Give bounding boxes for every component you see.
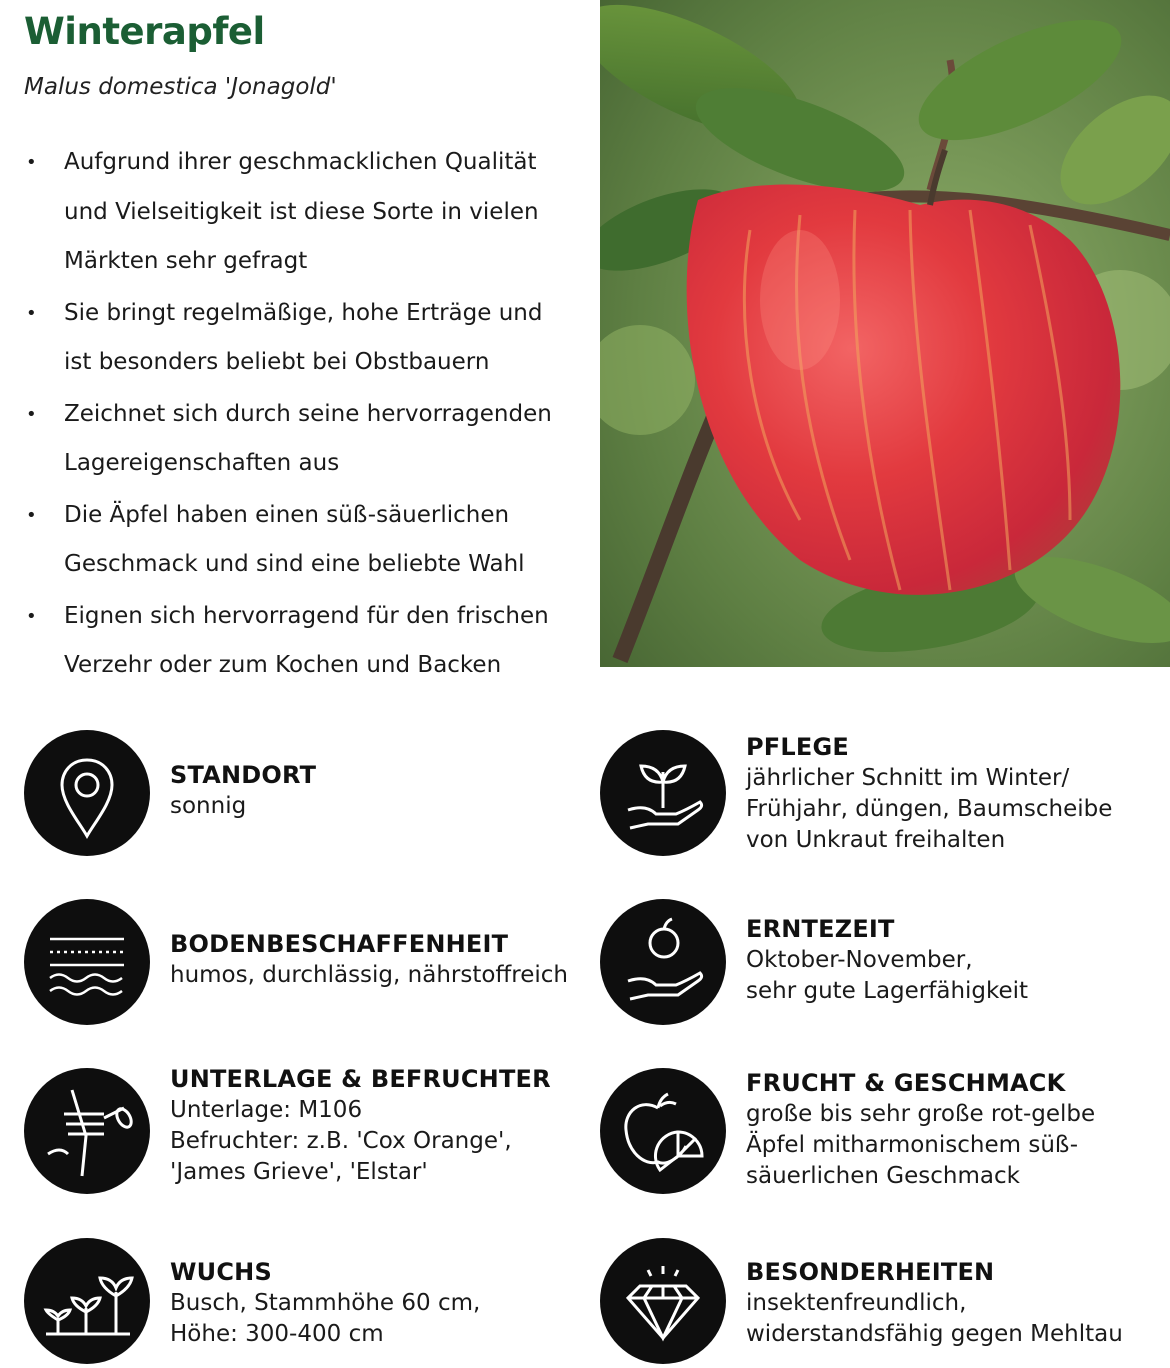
feature-erntezeit (600, 899, 1160, 1029)
bullet-item: • Eignen sich hervorragend für den frischen Verzehr oder zum Kochen und Backen (0, 592, 590, 691)
feature-title: BESONDERHEITEN (746, 1258, 995, 1286)
feature-title: FRUCHT & GESCHMACK (746, 1069, 1066, 1097)
apple-photo (600, 0, 1170, 667)
feature-text: Busch, Stammhöhe 60 cm, Höhe: 300-400 cm (170, 1290, 481, 1347)
apple-citrus-icon (600, 1068, 726, 1194)
feature-text: insektenfreundlich, widerstandsfähig gegen Mehltau (746, 1290, 1123, 1347)
location-pin-icon (24, 730, 150, 856)
feature-bodenbeschaffenheit (24, 899, 594, 1029)
bullet-item: • Sie bringt regelmäßige, hohe Erträge und ist besonders beliebt bei Obstbauern (0, 289, 590, 388)
feature-bullet-list (0, 138, 590, 693)
feature-standort (24, 730, 584, 860)
feature-besonderheiten (600, 1238, 1160, 1368)
bullet-item: • Zeichnet sich durch seine hervorragenden Lagereigenschaften aus (0, 390, 590, 489)
feature-title: BODENBESCHAFFENHEIT (170, 930, 509, 958)
hand-sprout-icon (600, 730, 726, 856)
feature-unterlage-befruchter (24, 1065, 594, 1198)
botanical-name: Malus domestica 'Jonagold' (24, 74, 337, 100)
feature-text: sonnig (170, 793, 247, 819)
apple-on-branch-image (600, 0, 1170, 667)
feature-wuchs (24, 1238, 594, 1368)
feature-title: PFLEGE (746, 733, 849, 761)
hand-fruit-icon (600, 899, 726, 1025)
bullet-item: • Aufgrund ihrer geschmacklichen Qualität und Vielseitigkeit ist diese Sorte in vielen Märkten sehr gefragt (0, 138, 590, 287)
grafting-branch-icon (24, 1068, 150, 1194)
feature-title: UNTERLAGE & BEFRUCHTER (170, 1065, 551, 1093)
soil-layers-icon (24, 899, 150, 1025)
feature-text: große bis sehr große rot-gelbe Äpfel mitharmonischem süß- säuerlichen Geschmack (746, 1101, 1096, 1189)
growing-plants-icon (24, 1238, 150, 1364)
feature-title: ERNTEZEIT (746, 915, 895, 943)
bullet-item: • Die Äpfel haben einen süß-säuerlichen Geschmack und sind eine beliebte Wahl (0, 491, 590, 590)
feature-title: WUCHS (170, 1258, 272, 1286)
diamond-icon (600, 1238, 726, 1364)
feature-text: humos, durchlässig, nährstoffreich (170, 962, 568, 988)
page-title: Winterapfel (24, 10, 265, 53)
feature-title: STANDORT (170, 761, 317, 789)
feature-text: jährlicher Schnitt im Winter/ Frühjahr, düngen, Baumscheibe von Unkraut freihalten (746, 765, 1113, 853)
feature-text: Unterlage: M106 Befruchter: z.B. 'Cox Orange', 'James Grieve', 'Elstar' (170, 1097, 512, 1185)
feature-frucht-geschmack (600, 1068, 1160, 1198)
feature-pflege (600, 730, 1160, 860)
feature-text: Oktober-November, sehr gute Lagerfähigkeit (746, 947, 1029, 1004)
